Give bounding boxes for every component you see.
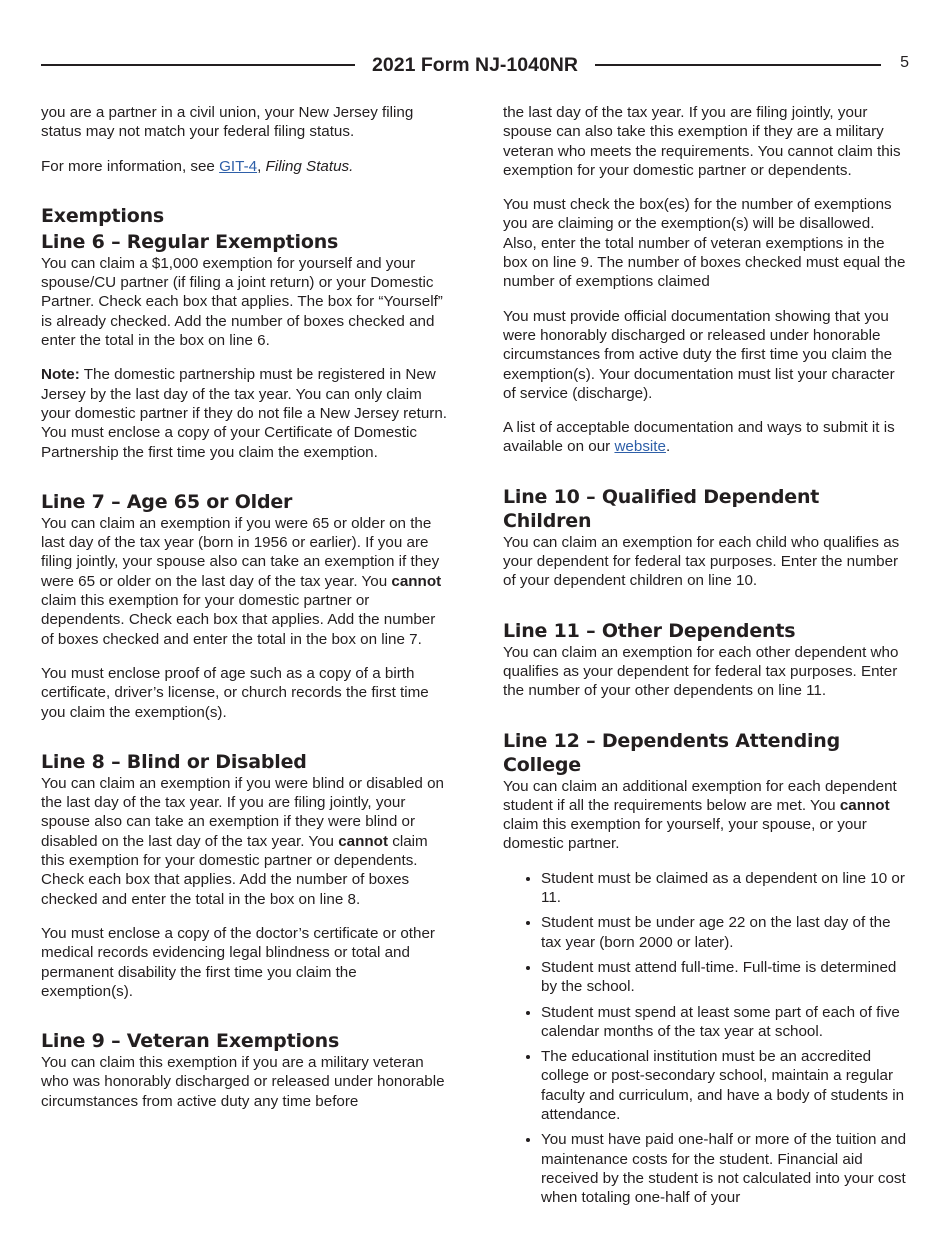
more-info-paragraph bbox=[41, 157, 449, 176]
line-7-heading: Line 7 – Age 65 or Older bbox=[41, 490, 293, 513]
line-12-text-b: claim this exemption for yourself, your spouse, or your domestic partner. bbox=[503, 816, 867, 853]
exemptions-heading: Exemptions bbox=[41, 204, 165, 227]
note-label: Note: bbox=[41, 366, 80, 384]
line-9-paragraph: You can claim this exemption if you are a military veteran who was honorably discharged or released under honorable circumstances from active duty any time before bbox=[41, 1054, 445, 1110]
more-info-sep: , bbox=[257, 157, 266, 175]
right-column bbox=[503, 103, 911, 1213]
line-8-paragraph bbox=[41, 774, 449, 909]
line-8-records-paragraph: You must enclose a copy of the doctor’s certificate or other medical records evidencing legal blindness or total and permanent disability the first time you claim the exemption(s). bbox=[41, 924, 435, 1000]
list-item: • Student must be under age 22 on the last day of the tax year (born 2000 or later). bbox=[541, 913, 911, 952]
line-6-note bbox=[41, 365, 449, 461]
line-10-heading: Line 10 – Qualified Dependent Children bbox=[503, 485, 820, 532]
line-7-text-b: claim this exemption for your domestic partner or dependents. Check each box that applies. Add the number of boxes checked and enter the total in the box on line 7. bbox=[41, 592, 436, 648]
veteran-continuation: the last day of the tax year. If you are filing jointly, your spouse can also take this exemption if they are a military veteran who meets the requirements. You cannot claim this exemption for your domestic partner or dependents. bbox=[503, 104, 901, 179]
filing-status-title: Filing Status. bbox=[265, 157, 354, 175]
line-7-text-a: You can claim an exemption if you were 65 or older on the last day of the tax year (born in 1956 or earlier). If you are filing jointly, your spouse also can take an exemption if they were 65 or older on the last day of the tax year. You bbox=[41, 514, 440, 590]
header-rule-right bbox=[595, 64, 881, 66]
list-item: • You must have paid one-half or more of the tuition and maintenance costs for the student. Financial aid received by the student is not calculated into your cost when totaling one-half of your bbox=[541, 1130, 911, 1207]
documentation-text: A list of acceptable documentation and ways to submit it is available on our bbox=[503, 419, 895, 456]
line-12-cannot: cannot bbox=[839, 796, 890, 814]
git-4-link[interactable]: GIT-4 bbox=[219, 157, 258, 175]
left-column bbox=[41, 103, 449, 1126]
filing-status-continuation: you are a partner in a civil union, your New Jersey filing status may not match your federal filing status. bbox=[41, 104, 414, 141]
documentation-list-paragraph bbox=[503, 418, 911, 457]
line-7-paragraph bbox=[41, 514, 449, 649]
line-8-text-a: You can claim an exemption if you were blind or disabled on the last day of the tax year. If you are filing jointly, your spouse also can take an exemption if they were blind or disabled on the last day of the tax year. You bbox=[41, 774, 444, 850]
list-item: • Student must attend full-time. Full-time is determined by the school. bbox=[541, 958, 911, 997]
header-rule-left bbox=[41, 64, 355, 66]
line-7-cannot: cannot bbox=[391, 572, 442, 590]
veteran-check-boxes-paragraph: You must check the box(es) for the number of exemptions you are claiming or the exemption(s) will be disallowed. Also, enter the total number of veteran exemptions in the box on line 9. The number of boxes checked must equal the number of exemptions claimed bbox=[503, 196, 906, 291]
line-8-cannot: cannot bbox=[338, 832, 389, 850]
veteran-documentation-paragraph: You must provide official documentation showing that you were honorably discharged or released under honorable circumstances from active duty the first time you claim the exemption(s). Your documentation must list your character of service (discharge). bbox=[503, 307, 895, 402]
line-11-paragraph: You can claim an exemption for each other dependent who qualifies as your dependent for federal tax purposes. Enter the number of your other dependents on line 11. bbox=[503, 643, 899, 700]
line-12-heading: Line 12 – Dependents Attending College bbox=[503, 729, 841, 776]
line-11-heading: Line 11 – Other Dependents bbox=[503, 619, 796, 642]
note-text: The domestic partnership must be registered in New Jersey by the last day of the tax year. You can only claim your domestic partner if they do not file a New Jersey return. You must enclose a copy of your Certificate of Domestic Partnership the first time you claim the exemption. bbox=[41, 366, 448, 461]
line-8-heading: Line 8 – Blind or Disabled bbox=[41, 750, 307, 773]
line-12-paragraph bbox=[503, 777, 911, 854]
page-number: 5 bbox=[900, 54, 909, 71]
line-10-paragraph: You can claim an exemption for each child who qualifies as your dependent for federal tax purposes. Enter the number of your dependent children on line 10. bbox=[503, 533, 900, 590]
line-8-text-b: claim this exemption for your domestic partner or dependents. Check each box that applies. Add the number of boxes checked and enter the total in the box on line 8. bbox=[41, 832, 428, 908]
page-header bbox=[41, 52, 909, 78]
list-item: • Student must be claimed as a dependent on line 10 or 11. bbox=[541, 869, 911, 908]
line-9-heading: Line 9 – Veteran Exemptions bbox=[41, 1030, 340, 1053]
college-requirements-list bbox=[503, 869, 911, 1208]
line-6-paragraph: You can claim a $1,000 exemption for yourself and your spouse/CU partner (if filing a joint return) or your Domestic Partner. Check each box that applies. The box for “Yourself” is already checked. Add the number of boxes checked and enter the total in the box on line 6. bbox=[41, 254, 443, 350]
documentation-period: . bbox=[665, 438, 671, 456]
website-link[interactable]: website bbox=[614, 438, 666, 456]
line-6-heading: Line 6 – Regular Exemptions bbox=[41, 230, 339, 253]
line-7-proof-paragraph: You must enclose proof of age such as a copy of a birth certificate, driver’s license, or church records the first time you claim the exemption(s). bbox=[41, 664, 429, 721]
form-title: 2021 Form NJ-1040NR bbox=[372, 54, 578, 76]
line-12-text-a: You can claim an additional exemption for each dependent student if all the requirements below are met. You bbox=[503, 777, 897, 814]
more-info-text: For more information, see bbox=[41, 157, 220, 175]
list-item: • The educational institution must be an accredited college or post-secondary school, maintain a regular faculty and curriculum, and have a body of students in attendance. bbox=[541, 1047, 911, 1124]
list-item: • Student must spend at least some part of each of five calendar months of the tax year at school. bbox=[541, 1003, 911, 1042]
